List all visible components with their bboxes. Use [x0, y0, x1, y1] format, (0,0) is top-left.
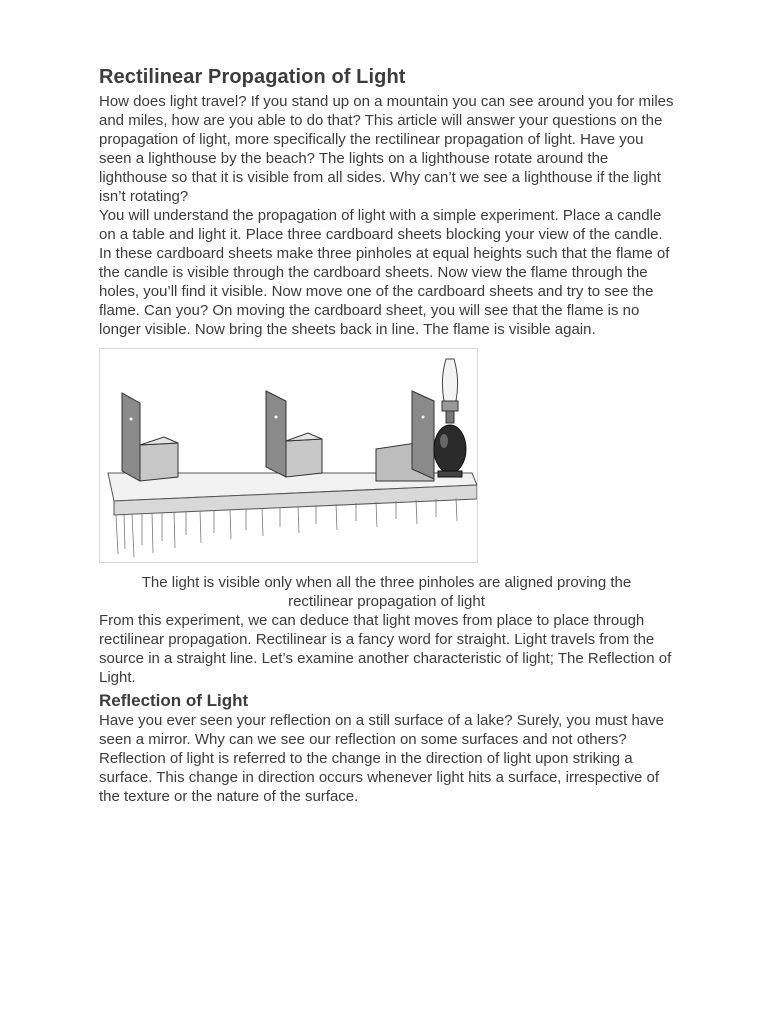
cardboard-sheet-2	[266, 391, 322, 477]
experiment-figure	[99, 348, 478, 563]
conclusion-paragraph: From this experiment, we can deduce that light moves from place to place through rectilinear propagation. Rectilinear is a fancy word for straight. Light travels from the source in a straight line. Let’s examine another characteristic of light; The Reflection of Light.	[99, 612, 672, 686]
section-title: Reflection of Light	[99, 691, 249, 710]
page-title: Rectilinear Propagation of Light	[99, 66, 406, 88]
experiment-paragraph: You will understand the propagation of light with a simple experiment. Place a candle on a table and light it. Place three cardboard sheets blocking your view of the candle. In these cardboard sheets make three pinholes at equal heights such that the flame of the candle is visible through the cardboard sheets. Now view the flame through the holes, you’ll find it visible. Now move one of the cardboard sheets and try to see the flame. Can you? On moving the cardboard sheet, you will see that the flame is no longer visible. Now bring the sheets back in line. The flame is visible again.	[99, 207, 670, 338]
pinhole-experiment-illustration	[100, 349, 477, 562]
figure-caption: The light is visible only when all the three pinholes are aligned proving the rectilinear propagation of light	[141, 574, 632, 610]
cardboard-sheet-1	[122, 393, 178, 481]
cardboard-sheet-3	[376, 391, 434, 481]
reflection-paragraph: Have you ever seen your reflection on a still surface of a lake? Surely, you must have seen a mirror. Why can we see our reflection on some surfaces and not others? Reflection of light is referred to the change in the direction of light upon striking a surface. This change in direction occurs whenever light hits a surface, irrespective of the texture or the nature of the surface.	[99, 712, 665, 805]
article	[99, 64, 674, 806]
oil-lamp	[434, 359, 466, 477]
intro-paragraph: How does light travel? If you stand up on a mountain you can see around you for miles and miles, how are you able to do that? This article will answer your questions on the propagation of light, more specifically the rectilinear propagation of light. Have you seen a lighthouse by the beach? The lights on a lighthouse rotate around the lighthouse so that it is visible from all sides. Why can’t we see a lighthouse if the light isn’t rotating?	[99, 93, 674, 205]
